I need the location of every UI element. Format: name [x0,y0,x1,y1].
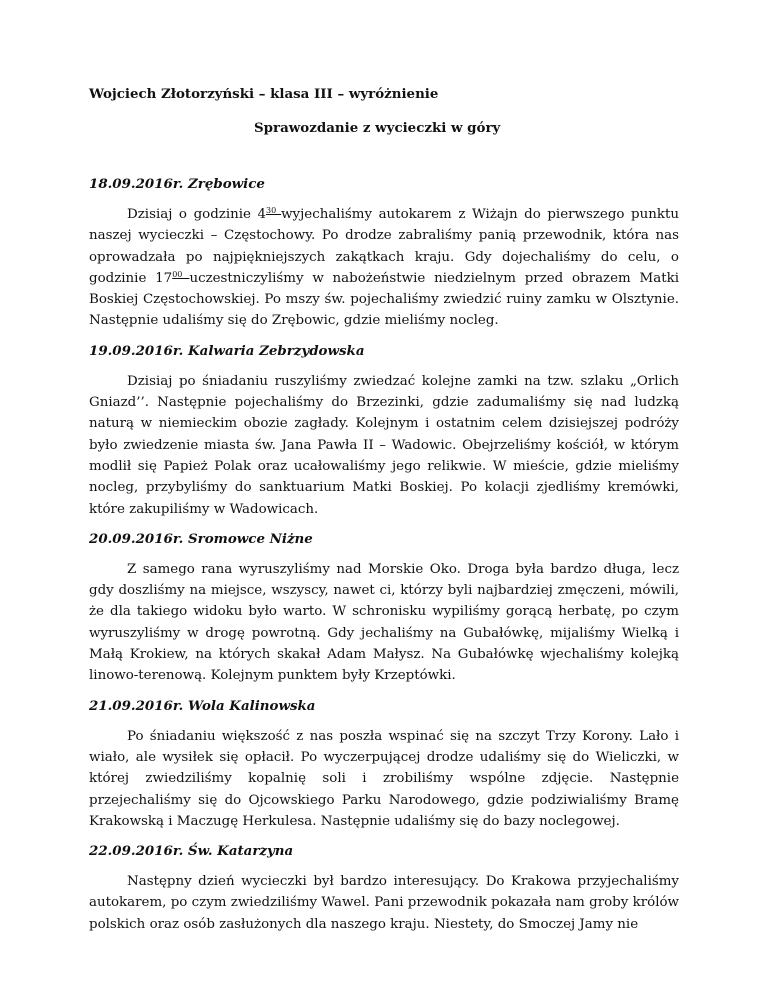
diary-entries [89,174,679,944]
body-text: Dzisiaj o godzinie 4 [127,207,267,222]
entry-body [89,871,679,935]
body-text: wyjechaliśmy autokarem z Wiżajn do pierwszego punktu naszej wycieczki – Częstochowy. Po drodze zabraliśmy panią przewodnik, która nas oprowadzała po najpiękniejszych zakątkach kraju. Gdy dojechaliśmy do celu, o godzinie 17 [89,207,679,286]
entry-heading: 22.09.2016r. Św. Katarzyna [89,843,294,860]
entry-body [89,371,679,520]
body-text: uczestniczyliśmy w nabożeństwie niedzielnym przed obrazem Matki Boskiej Częstochowskiej. Po mszy św. pojechaliśmy zwiedzić ruiny zamku w Olsztynie. Następnie udaliśmy się do Zrębowic, gdzie mieliśmy nocleg. [89,270,679,329]
author-line: Wojciech Złotorzyński – klasa III – wyróżnienie [89,86,439,102]
body-text: Z samego rana wyruszyliśmy nad Morskie Oko. Droga była bardzo długa, lecz gdy doszliśmy na miejsce, wszyscy, nawet ci, którzy byli najbardziej zmęczeni, mówili, że dla takiego widoku było warto. W schronisku wypiliśmy gorącą herbatę, po czym wyruszyliśmy w drogę powrotną. Gdy jechaliśmy na Gubałówkę, mijaliśmy Wielką i Małą Krokiew, na których skakał Adam Małysz. Na Gubałówkę wjechaliśmy kolejką linowo-terenową. Kolejnym punktem były Krzeptówki. [89,561,679,684]
body-text: Po śniadaniu większość z nas poszła wspinać się na szczyt Trzy Korony. Lało i wiało, ale wysiłek się opłacił. Po wyczerpującej drodze udaliśmy się do Wieliczki, w której zwiedziliśmy kopalnię soli i zrobiliśmy wspólne zdjęcie. Następnie przejechaliśmy się do Ojcowskiego Parku Narodowego, gdzie podziwialiśmy Bramę Krakowską i Maczugę Herkulesa. Następnie udaliśmy się do bazy noclegowej. [89,728,679,829]
time-superscript: 00 [172,269,190,279]
entry-heading: 18.09.2016r. Zrębowice [89,176,265,192]
entry-heading: 19.09.2016r. Kalwaria Zebrzydowska [89,342,365,359]
body-text: Następny dzień wycieczki był bardzo interesujący. Do Krakowa przyjechaliśmy autokarem, po czym zwiedziliśmy Wawel. Pani przewodnik pokazała nam groby królów polskich oraz osób zasłużonych dla naszego kraju. Niestety, do Smoczej Jamy nie [89,874,679,932]
entry-body [89,726,679,832]
entry-body [89,559,679,687]
entry-body [89,204,679,332]
report-title: Sprawozdanie z wycieczki w góry [254,120,501,136]
entry-heading: 20.09.2016r. Sromowce Niżne [89,530,313,547]
entry-heading: 21.09.2016r. Wola Kalinowska [89,697,316,714]
body-text: Dzisiaj po śniadaniu ruszyliśmy zwiedzać kolejne zamki na tzw. szlaku „Orlich Gniazd’’. Następnie pojechaliśmy do Brzezinki, gdzie zadumaliśmy się nad ludzką naturą w niemieckim obozie zagłady. Kolejnym i ostatnim celem dzisiejszej podróży było zwiedzenie miasta św. Jana Pawła II – Wadowic. Obejrzeliśmy kościół, w którym modlił się Papież Polak oraz ucałowaliśmy jego relikwie. W mieście, gdzie mieliśmy nocleg, przybyliśmy do sanktuarium Matki Boskiej. Po kolacji zjedliśmy kremówki, które zakupiliśmy w Wadowicach. [89,373,679,517]
time-superscript: 30 [266,206,282,215]
